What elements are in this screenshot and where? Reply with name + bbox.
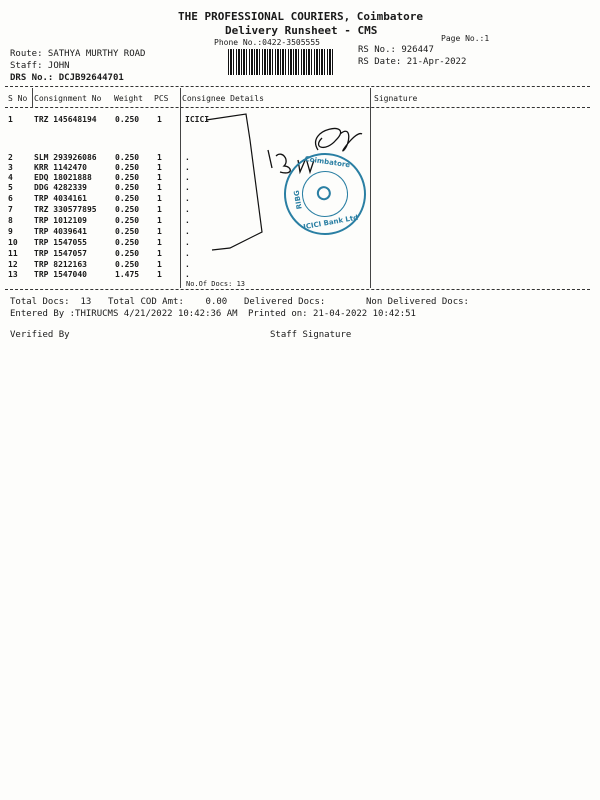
row-consignment: KRR 1142470: [34, 163, 87, 172]
row-consignment: SLM 293926086: [34, 153, 97, 162]
row-pcs: 1: [157, 115, 162, 124]
row-consignment: TRP 4039641: [34, 227, 87, 236]
row-sno: 5: [8, 183, 13, 192]
stamp-city: Coimbatore: [304, 154, 351, 170]
document-title: Delivery Runsheet - CMS: [225, 24, 378, 37]
bank-logo-icon: [316, 185, 332, 201]
total-cod-amount: Total COD Amt: 0.00: [108, 297, 228, 307]
row-weight: 0.250: [115, 216, 140, 225]
row-weight: 0.250: [115, 227, 140, 236]
row-weight: 0.250: [115, 260, 140, 269]
row-consignee: .: [185, 173, 190, 182]
col-sno: S No: [8, 94, 28, 103]
row-consignee: .: [185, 183, 190, 192]
row-sno: 11: [8, 249, 18, 258]
row-consignee: .: [185, 249, 190, 258]
row-weight: 0.250: [115, 115, 140, 124]
printed-on: Printed on: 21-04-2022 10:42:51: [248, 309, 416, 319]
row-weight: 0.250: [115, 183, 140, 192]
row-pcs: 1: [157, 216, 162, 225]
row-consignee: ICICI: [185, 115, 210, 124]
col-weight: Weight: [114, 94, 143, 103]
phone-number: Phone No.:0422-3505555: [214, 38, 320, 47]
row-pcs: 1: [157, 260, 162, 269]
row-consignment: TRP 8212163: [34, 260, 87, 269]
row-sno: 7: [8, 205, 13, 214]
stamp-inner-ring: [298, 167, 351, 220]
row-consignee: .: [185, 163, 190, 172]
row-weight: 0.250: [115, 194, 140, 203]
row-sno: 4: [8, 173, 13, 182]
row-consignee: .: [185, 238, 190, 247]
row-pcs: 1: [157, 173, 162, 182]
rs-date: RS Date: 21-Apr-2022: [358, 57, 467, 67]
row-consignee: .: [185, 153, 190, 162]
row-weight: 0.250: [115, 173, 140, 182]
row-weight: 0.250: [115, 238, 140, 247]
row-consignment: TRZ 330577895: [34, 205, 97, 214]
row-sno: 2: [8, 153, 13, 162]
row-weight: 1.475: [115, 270, 140, 279]
entered-by: Entered By :THIRUCMS 4/21/2022 10:42:36 AM: [10, 309, 238, 319]
total-docs: Total Docs: 13: [10, 297, 92, 307]
row-consignee: .: [185, 227, 190, 236]
row-pcs: 1: [157, 270, 162, 279]
row-consignment: DDG 4282339: [34, 183, 87, 192]
staff-signature: Staff Signature: [270, 330, 352, 340]
row-consignment: TRP 1547055: [34, 238, 87, 247]
col-signature: Signature: [374, 94, 418, 103]
verified-by: Verified By: [10, 330, 70, 340]
row-consignee: .: [185, 260, 190, 269]
delivered-docs: Delivered Docs:: [244, 297, 326, 307]
row-pcs: 1: [157, 227, 162, 236]
row-sno: 3: [8, 163, 13, 172]
hand-drawn-bracket: [206, 114, 262, 250]
row-pcs: 1: [157, 194, 162, 203]
row-consignment: EDQ 18021888: [34, 173, 92, 182]
row-sno: 12: [8, 260, 18, 269]
row-pcs: 1: [157, 205, 162, 214]
row-pcs: 1: [157, 238, 162, 247]
row-pcs: 1: [157, 183, 162, 192]
no-of-docs: No.Of Docs: 13: [186, 280, 246, 288]
row-consignee: .: [185, 270, 190, 279]
row-weight: 0.250: [115, 205, 140, 214]
row-pcs: 1: [157, 153, 162, 162]
rs-number: RS No.: 926447: [358, 45, 434, 55]
row-consignment: TRZ 145648194: [34, 115, 97, 124]
row-consignment: TRP 1547040: [34, 270, 87, 279]
row-weight: 0.250: [115, 249, 140, 258]
row-sno: 13: [8, 270, 18, 279]
drs-number: DRS No.: DCJB92644701: [10, 73, 124, 83]
stamp-bank-name: ICICI Bank Ltd: [302, 213, 359, 232]
row-weight: 0.250: [115, 153, 140, 162]
staff: Staff: JOHN: [10, 61, 70, 71]
row-sno: 1: [8, 115, 13, 124]
row-consignment: TRP 1547057: [34, 249, 87, 258]
row-sno: 10: [8, 238, 18, 247]
company-name: THE PROFESSIONAL COURIERS, Coimbatore: [178, 10, 424, 23]
row-consignee: .: [185, 216, 190, 225]
col-consignment: Consignment No: [34, 94, 102, 103]
non-delivered-docs: Non Delivered Docs:: [366, 297, 469, 307]
row-pcs: 1: [157, 249, 162, 258]
page-number: Page No.:1: [441, 34, 490, 43]
row-pcs: 1: [157, 163, 162, 172]
row-weight: 0.250: [115, 163, 140, 172]
row-sno: 9: [8, 227, 13, 236]
col-pcs: PCS: [154, 94, 169, 103]
row-consignment: TRP 1012109: [34, 216, 87, 225]
row-consignee: .: [185, 194, 190, 203]
row-sno: 6: [8, 194, 13, 203]
stamp-code: RIBG: [292, 189, 304, 210]
col-consignee: Consignee Details: [182, 94, 264, 103]
route: Route: SATHYA MURTHY ROAD: [10, 49, 146, 59]
row-sno: 8: [8, 216, 13, 225]
row-consignee: .: [185, 205, 190, 214]
row-consignment: TRP 4034161: [34, 194, 87, 203]
